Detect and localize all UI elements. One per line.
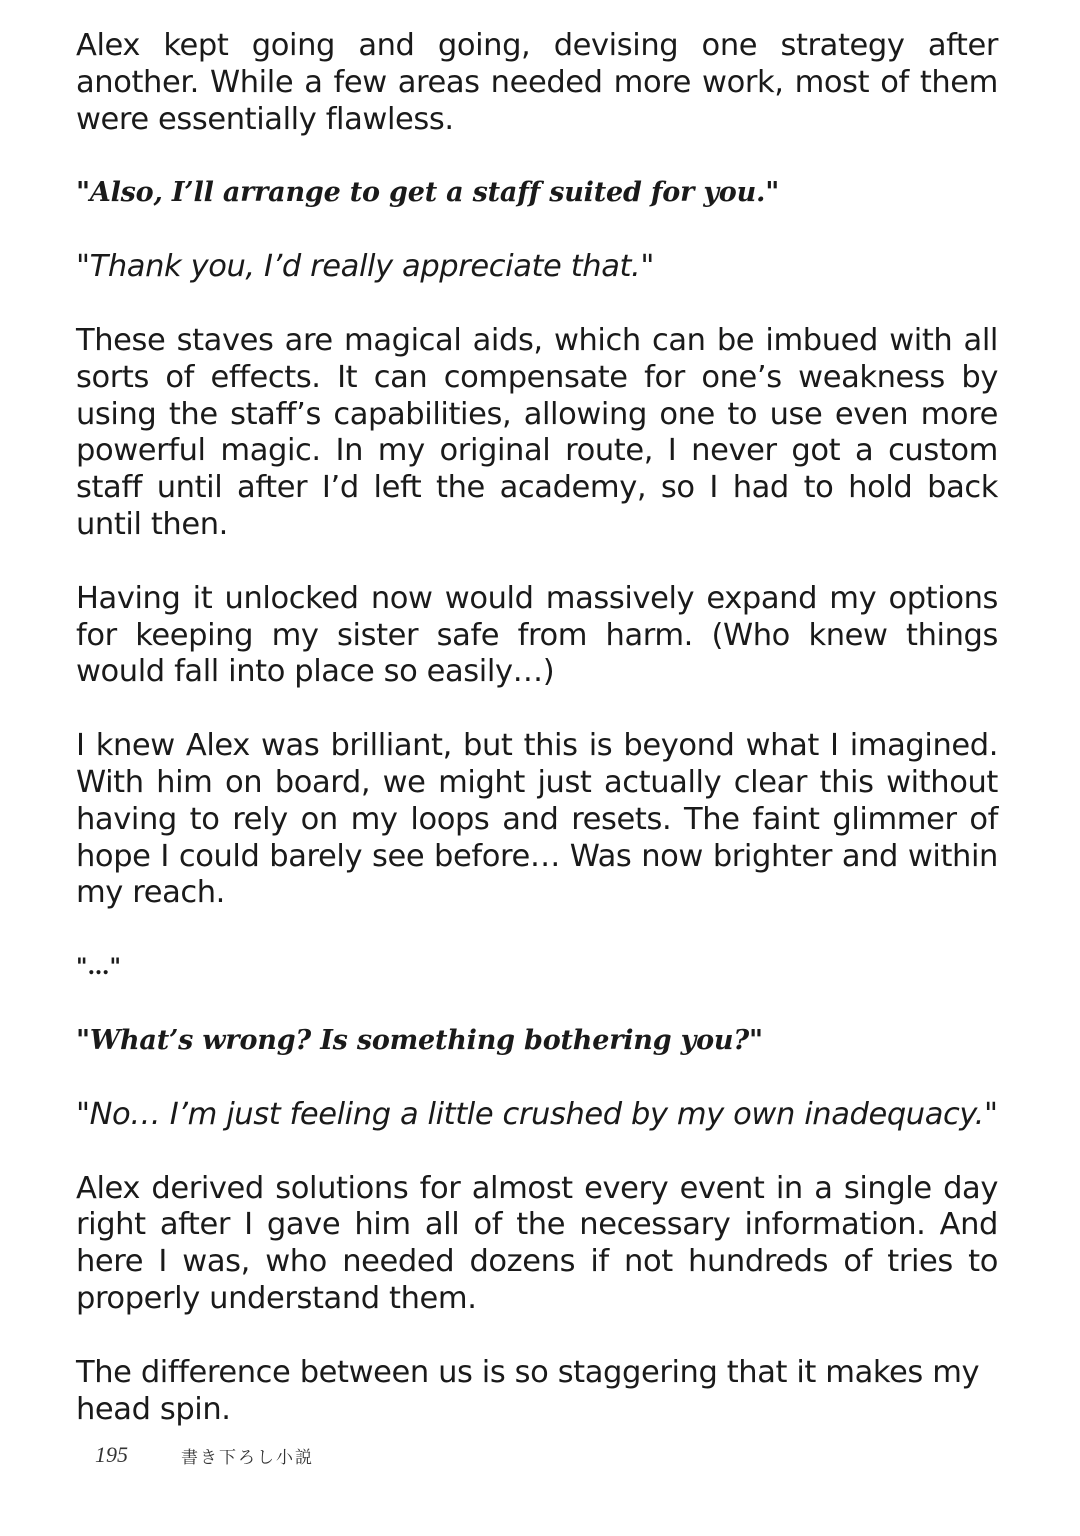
dialogue-line-2: "Thank you, I’d really appreciate that." <box>76 249 654 285</box>
paragraph-1: Alex kept going and going, devising one strategy after another. While a few areas needed more work, most of them were essentially flawless. <box>76 28 998 137</box>
page-body <box>76 28 998 1428</box>
dialogue-line-4: "What’s wrong? Is something bothering you?" <box>76 1024 763 1056</box>
dialogue-line-5: "No… I’m just feeling a little crushed by my own inadequacy." <box>76 1096 998 1132</box>
footer-label: 書き下ろし小説 <box>181 1447 314 1468</box>
dialogue-line-3: "…" <box>76 954 121 981</box>
paragraph-6: The difference between us is so staggering that it makes my head spin. <box>76 1354 980 1427</box>
page-footer <box>95 1440 314 1470</box>
paragraph-2: These staves are magical aids, which can be imbued with all sorts of effects. It can compensate for one’s weakness by using the staff’s capabilities, allowing one to use even more powerful magic. In my original route, I never got a custom staff until after I’d left the academy, so I had to hold back until then. <box>76 322 998 542</box>
paragraph-4: I knew Alex was brilliant, but this is beyond what I imagined. With him on board, we might just actually clear this without having to rely on my loops and resets. The faint glimmer of hope I could barely see before… Was now brighter and within my reach. <box>76 728 998 911</box>
paragraph-3: Having it unlocked now would massively expand my options for keeping my sister safe from harm. (Who knew things would fall into place so easily…) <box>76 580 998 690</box>
paragraph-5: Alex derived solutions for almost every event in a single day right after I gave him all of the necessary information. And here I was, who needed dozens if not hundreds of tries to properly understand them. <box>76 1170 998 1316</box>
page-number: 195 <box>95 1442 128 1467</box>
dialogue-line-1: "Also, I’ll arrange to get a staff suited for you." <box>76 177 780 209</box>
